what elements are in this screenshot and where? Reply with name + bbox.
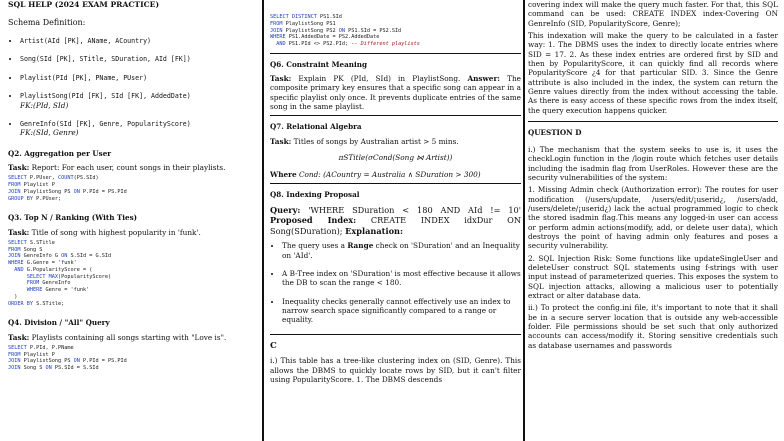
sql-text: ): [8, 293, 18, 300]
sql-keyword: SELECT DISTINCT: [270, 14, 317, 20]
column-divider: [262, 0, 264, 441]
column-left: [8, 0, 257, 441]
q7-heading: Q7. Relational Algebra: [270, 122, 362, 132]
sql-text: Song S: [20, 246, 43, 253]
sql-text: PlaylistSong PS1: [282, 20, 336, 27]
divider: [270, 53, 521, 54]
sql-text: Playlist P: [20, 182, 55, 189]
sql-text: P.PId = PS.PId: [79, 188, 127, 195]
sql-keyword: ON: [73, 188, 80, 195]
schema-item: • Playlist(PId [PK], PName, PUser): [20, 73, 257, 82]
section-c-heading: C: [270, 340, 277, 351]
sql-text: Song S: [20, 365, 46, 372]
schema-item: • GenreInfo(SId [FK], Genre, PopularityScore) FK:(SId, Genre): [20, 119, 257, 138]
schema-item: • Artist(AId [PK], AName, ACountry): [20, 36, 257, 45]
sql-text: S.STitle: [26, 239, 55, 246]
divider: [528, 121, 778, 122]
sql-keyword: JOIN: [8, 365, 21, 372]
q6-heading: Q6. Constraint Meaning: [270, 59, 367, 69]
schema-list: [8, 36, 257, 138]
sql-keyword: ON: [61, 253, 68, 260]
sql-keyword: AND: [276, 41, 286, 47]
sql-text: P.PId, P.PName: [26, 344, 74, 351]
q3-sql: [8, 240, 257, 308]
q8-bullets: [270, 241, 521, 324]
sql-text: [8, 287, 27, 293]
sql-keyword: SELECT MAX: [26, 273, 58, 280]
sql-text: PlaylistSong PS: [20, 358, 74, 365]
q8-body: Query: 'WHERE SDuration < 180 AND AId != 10' Proposed Index: CREATE INDEX idxDur ON Song(SDuration); Explanation:: [270, 204, 521, 236]
sql-text: GenreInfo: [39, 280, 71, 287]
divider: [270, 334, 521, 335]
sql-keyword: JOIN: [8, 358, 21, 365]
sql-keyword: ORDER BY: [8, 300, 33, 307]
q3-task: Task: Title of song with highest popularity in 'funk'.: [8, 227, 201, 237]
list-item: • The query uses a Range check on 'SDuration' and an Inequality on 'AId'.: [282, 241, 521, 260]
q8-heading: Q8. Indexing Proposal: [270, 190, 360, 200]
sql-text: PlaylistSong PS2: [282, 27, 339, 34]
q4-sql: [8, 345, 257, 372]
schema-heading: Schema Definition:: [8, 17, 86, 27]
sql-text: P.PId = PS.PId: [79, 358, 127, 365]
sql-keyword: COUNT: [57, 175, 74, 182]
q2-sql: [8, 175, 257, 202]
sql-keyword: ON: [73, 358, 80, 365]
q4-heading: Q4. Division / "All" Query: [8, 318, 110, 328]
sql-keyword: SELECT: [8, 344, 27, 351]
sql-text: (PopularityScore): [57, 273, 112, 280]
sql-keyword: SELECT: [8, 175, 27, 182]
sql-keyword: JOIN: [8, 188, 21, 195]
sql-keyword: FROM: [270, 20, 283, 27]
relational-algebra-expression: πSTitle(σCond(Song ⋈ Artist)): [338, 152, 453, 162]
sql-keyword: WHERE: [8, 260, 24, 267]
sql-text: S.STitle;: [33, 300, 65, 307]
sql-keyword: GROUP BY: [8, 195, 33, 202]
q6-body: Task: Explain PK (PId, SId) in PlaylistSong. Answer: The composite primary key ensures that a specific song can appear in a specific playlist only once. It prevents duplicate entries of the same song in the same playlist.: [270, 73, 521, 111]
sql-keyword: JOIN: [270, 27, 283, 34]
q4-task: Task: Playlists containing all songs starting with "Love is".: [8, 332, 227, 342]
sql-text: PS1.SId: [316, 14, 342, 20]
sql-text: G.Genre = 'funk': [23, 260, 77, 267]
divider: [270, 115, 521, 116]
q2-heading: Q2. Aggregation per User: [8, 148, 112, 158]
schema-item: • Song(SId [PK], STitle, SDuration, AId [FK]): [20, 54, 257, 63]
sql-text: [8, 274, 27, 280]
q5-sql: [270, 14, 521, 48]
sql-keyword: ON: [45, 365, 52, 372]
sql-keyword: FROM: [8, 182, 21, 189]
sql-text: [8, 280, 27, 286]
sql-keyword: WHERE: [270, 34, 286, 41]
column-divider: [523, 0, 525, 441]
q3-heading: Q3. Top N / Ranking (With Ties): [8, 213, 138, 223]
sql-text: PS.SId = S.SId: [51, 365, 99, 372]
sql-text: GenreInfo G: [20, 253, 62, 260]
paragraph: covering index will make the query much faster. For that, this SQL command can be used: CREATE INDEX index-Covering ON GenreInfo (SID, PopularityScore, Genre);: [528, 0, 778, 28]
sql-text: PS1.SId = PS2.SId: [344, 27, 402, 34]
sql-keyword: FROM: [26, 280, 40, 287]
sql-keyword: AND: [14, 266, 24, 273]
paragraph: ii.) To protect the config.ini file, it's important to note that it shall be in a secure server location that is outside any web-accessible folder. File permissions should be set such that only authorized accounts can access/modify it. Storing sensitive credentials such as database usernames and passwords: [528, 303, 778, 350]
sql-keyword: SELECT: [8, 239, 27, 246]
sql-keyword: WHERE: [26, 287, 43, 294]
sql-keyword: ON: [338, 27, 345, 34]
q7-task: Task: Titles of songs by Australian artist > 5 mins.: [270, 136, 459, 146]
sql-text: PS1.AddedDate = PS2.AddedDate: [285, 34, 380, 41]
sql-comment: -- Different playlists: [351, 41, 420, 47]
paragraph: This indexation will make the query to be calculated in a faster way: 1. The DBMS uses the index to directly locate entries where SID = 17. 2. As these index entries are ordered first by SID and then by PopularityScore, it can quickly find all records where PopularityScore ¿4 for that particular SID. 3. Since the Genre attribute is also included in the index, the system can return the Genre values directly from the index without accessing the table. As there is easy access of these specific rows from the index itself, the query execution happens quicker.: [528, 30, 778, 115]
sql-text: P.PUser,: [26, 175, 58, 182]
section-c-text: i.) This table has a tree-like clustering index on (SID, Genre). This allows the DBMS to quickly locate rows by SID, but it can't filter using PopularityScore. 1. The DBMS descends: [270, 356, 521, 385]
sql-keyword: JOIN: [8, 253, 21, 260]
list-item: • A B-Tree index on 'SDuration' is most effective because it allows the DB to scan the range < 180.: [282, 269, 521, 288]
list-item: • Inequality checks generally cannot effectively use an index to narrow search space significantly compared to a range or equality.: [282, 297, 521, 325]
sql-text: Genre = 'funk': [42, 287, 90, 294]
column-right: [528, 0, 778, 441]
q7-where: Where Cond: (ACountry = Australia ∧ SDuration > 300): [270, 170, 481, 180]
sql-keyword: FROM: [8, 351, 21, 358]
paragraph: i.) The mechanism that the system seeks to use is, it uses the checkLogin function in the /login route which fetches user details including the isadmin flag from UserRoles. However these are the security vulnerabilities of the system:: [528, 145, 778, 183]
sql-text: PS1.PId <> PS2.PId;: [285, 41, 352, 47]
sql-keyword: FROM: [8, 246, 21, 253]
sql-text: P.PUser;: [33, 195, 62, 202]
divider: [270, 183, 521, 184]
q2-task: Task: Report: For each user, count songs in their playlists.: [8, 163, 226, 173]
question-d-heading: QUESTION D: [528, 127, 582, 137]
paragraph: 2. SQL Injection Risk: Some functions like updateSingleUser and deleteUser construct SQL statements using f-strings with user input instead of parameterized queries. This exposes the system to SQL injection attacks, allowing a malicious user to potentially extract or alter database data.: [528, 253, 778, 301]
paragraph: 1. Missing Admin check (Authorization error): The routes for user modification (/users/update, /users/edit/¡userid¿, /users/add, /users/delete/¡userid¿) lack the actual programmed logic to check the stored isadmin flag.This means any logged-in user can access or perform admin actions(modify, add, or delete user data), which destroys the point of having admin only features and poses a security vulnerability.: [528, 185, 778, 251]
column-middle: [270, 0, 521, 441]
sql-text: S.SId = G.SId: [67, 253, 112, 260]
sql-text: PlaylistSong PS: [20, 188, 74, 195]
sql-text: Playlist P: [20, 351, 55, 358]
sql-text: (PS.SId): [73, 175, 99, 182]
page-title: SQL HELP (2024 EXAM PRACTICE): [8, 0, 160, 9]
schema-item: • PlaylistSong(PId [FK], SId [FK], AddedDate) FK:(PId, SId): [20, 91, 257, 110]
sql-text: G.PopularityScore = (: [23, 266, 93, 273]
